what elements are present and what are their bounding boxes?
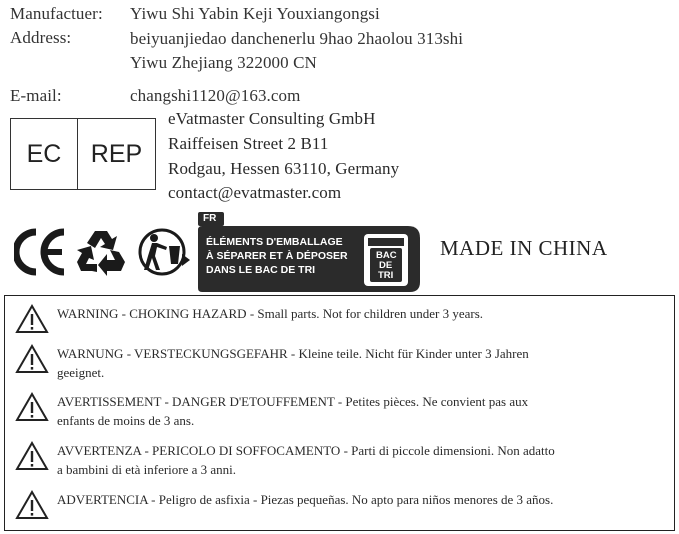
address-line-1: beiyuanjiedao danchenerlu 9hao 2haolou 313shi xyxy=(130,29,464,48)
warning-triangle-icon xyxy=(15,392,51,427)
ec-rep-company: eVatmaster Consulting GmbH xyxy=(168,109,376,128)
ce-mark-icon xyxy=(14,228,68,276)
address-line-2: Yiwu Zhejiang 322000 CN xyxy=(130,53,317,72)
triman-line-2: À SÉPARER ET À DÉPOSER xyxy=(206,250,348,262)
warning-line-1: AVERTISSEMENT - DANGER D'ETOUFFEMENT - Petites pièces. Ne convient pas aux xyxy=(57,394,529,409)
warning-item-fr xyxy=(15,392,666,430)
triman-country: FR xyxy=(203,213,217,224)
warning-triangle-icon xyxy=(15,344,51,379)
triman-line-1: ÉLÉMENTS D'EMBALLAGE xyxy=(206,236,343,248)
warning-triangle-icon xyxy=(15,490,51,525)
warning-text-fr xyxy=(57,392,528,430)
tidyman-icon xyxy=(136,226,192,278)
triman-line-3: DANS LE BAC DE TRI xyxy=(206,264,316,276)
warning-text-en xyxy=(57,304,483,323)
ec-rep-city: Rodgau, Hessen 63110, Germany xyxy=(168,159,400,178)
email-label: E-mail: xyxy=(10,86,62,105)
ec-rep-email: contact@evatmaster.com xyxy=(168,183,342,202)
manufacturer-label: Manufactuer: xyxy=(10,4,103,23)
ec-rep-right: REP xyxy=(90,139,143,168)
bin-label-1: BAC xyxy=(376,250,397,261)
warning-line-1: WARNING - CHOKING HAZARD - Small parts. Not for children under 3 years. xyxy=(57,306,484,321)
bin-label-3: TRI xyxy=(378,270,394,281)
warning-item-it xyxy=(15,441,666,479)
warning-text-es xyxy=(57,490,553,509)
warning-item-en xyxy=(15,304,666,339)
warning-line-1: WARNUNG - VERSTECKUNGSGEFAHR - Kleine teile. Nicht für Kinder unter 3 Jahren xyxy=(57,346,529,361)
triman-badge xyxy=(198,212,422,294)
warning-line-2: enfants de moins de 3 ans. xyxy=(57,413,195,428)
ec-rep-left: EC xyxy=(11,119,78,189)
made-in-label: MADE IN CHINA xyxy=(440,236,608,260)
recycle-icon xyxy=(76,228,126,276)
warning-text-de xyxy=(57,344,529,382)
warning-line-2: geeignet. xyxy=(57,365,105,380)
ec-rep-symbol xyxy=(10,118,156,190)
warning-line-2: a bambini di età inferiore a 3 anni. xyxy=(57,462,237,477)
ec-rep-street: Raiffeisen Street 2 B11 xyxy=(168,134,329,153)
address-label: Address: xyxy=(10,28,72,47)
manufacturer-name: Yiwu Shi Yabin Keji Youxiangongsi xyxy=(130,4,380,23)
warning-text-it xyxy=(57,441,555,479)
warning-triangle-icon xyxy=(15,304,51,339)
warning-line-1: AVVERTENZA - PERICOLO DI SOFFOCAMENTO - Parti di piccole dimensioni. Non adatto xyxy=(57,443,555,458)
warning-triangle-icon xyxy=(15,441,51,476)
warning-item-es xyxy=(15,490,666,525)
bin-label-2: DE xyxy=(379,260,393,271)
manufacturer-email: changshi1120@163.com xyxy=(130,86,301,105)
warning-line-1: ADVERTENCIA - Peligro de asfixia - Piezas pequeñas. No apto para niños menores de 3 años. xyxy=(57,492,554,507)
warning-panel xyxy=(4,295,675,531)
warning-item-de xyxy=(15,344,666,382)
